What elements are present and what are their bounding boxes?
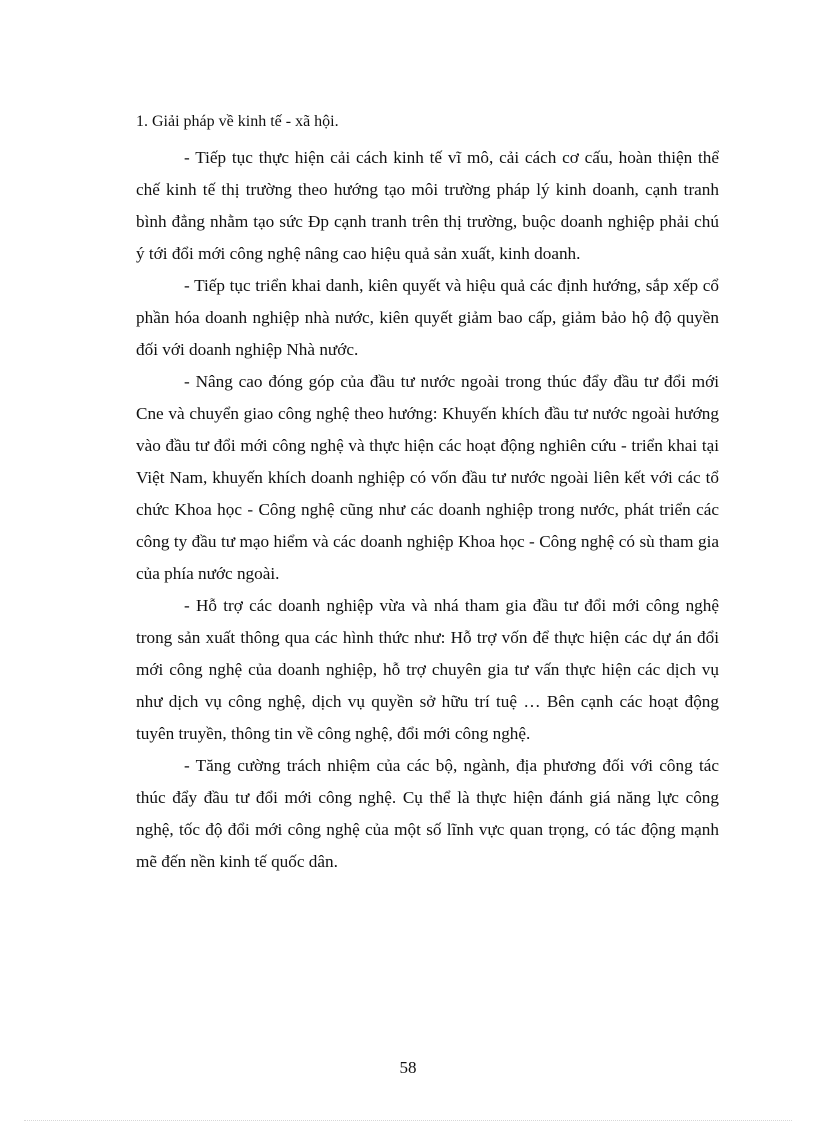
page-bottom-border	[24, 1120, 792, 1121]
paragraph-1: - Tiếp tục thực hiện cải cách kinh tế vĩ mô, cải cách cơ cấu, hoàn thiện thể chế kinh tế thị trường theo hướng tạo môi trường pháp lý kinh doanh, cạnh tranh bình đẳng nhằm tạo sức Đp cạnh tranh trên thị trường, buộc doanh nghiệp phải chú ý tới đổi mới công nghệ nâng cao hiệu quả sản xuất, kinh doanh.	[136, 148, 719, 263]
page-content	[136, 110, 719, 878]
page-number: 58	[399, 1058, 417, 1077]
paragraph-5: - Tăng cường trách nhiệm của các bộ, ngành, địa phương đối với công tác thúc đẩy đầu tư đổi mới công nghệ. Cụ thể là thực hiện đánh giá năng lực công nghệ, tốc độ đổi mới công nghệ của một số lĩnh vực quan trọng, có tác động mạnh mẽ đến nền kinh tế quốc dân.	[136, 756, 719, 871]
section-heading: 1. Giải pháp về kinh tế - xã hội.	[136, 113, 339, 130]
paragraph-2: - Tiếp tục triển khai danh, kiên quyết và hiệu quả các định hướng, sắp xếp cổ phần hóa doanh nghiệp nhà nước, kiên quyết giảm bao cấp, giảm bảo hộ độ quyền đối với doanh nghiệp Nhà nước.	[136, 276, 719, 359]
paragraph-3: - Nâng cao đóng góp của đầu tư nước ngoài trong thúc đẩy đầu tư đổi mới Cne và chuyển giao công nghệ theo hướng: Khuyến khích đầu tư nước ngoài hướng vào đầu tư đổi mới công nghệ và thực hiện các hoạt động nghiên cứu - triển khai tại Việt Nam, khuyến khích doanh nghiệp có vốn đầu tư nước ngoài liên kết với các tổ chức Khoa học - Công nghệ cũng như các doanh nghiệp trong nước, phát triển các công ty đầu tư mạo hiểm và các doanh nghiệp Khoa học - Công nghệ có sù tham gia của phía nước ngoài.	[136, 372, 719, 583]
paragraph-4: - Hỗ trợ các doanh nghiệp vừa và nhá tham gia đầu tư đổi mới công nghệ trong sản xuất thông qua các hình thức như: Hỗ trợ vốn để thực hiện các dự án đổi mới công nghệ của doanh nghiệp, hỗ trợ chuyên gia tư vấn thực hiện các dịch vụ như dịch vụ công nghệ, dịch vụ quyền sở hữu trí tuệ … Bên cạnh các hoạt động tuyên truyền, thông tin về công nghệ, đổi mới công nghệ.	[136, 596, 719, 743]
